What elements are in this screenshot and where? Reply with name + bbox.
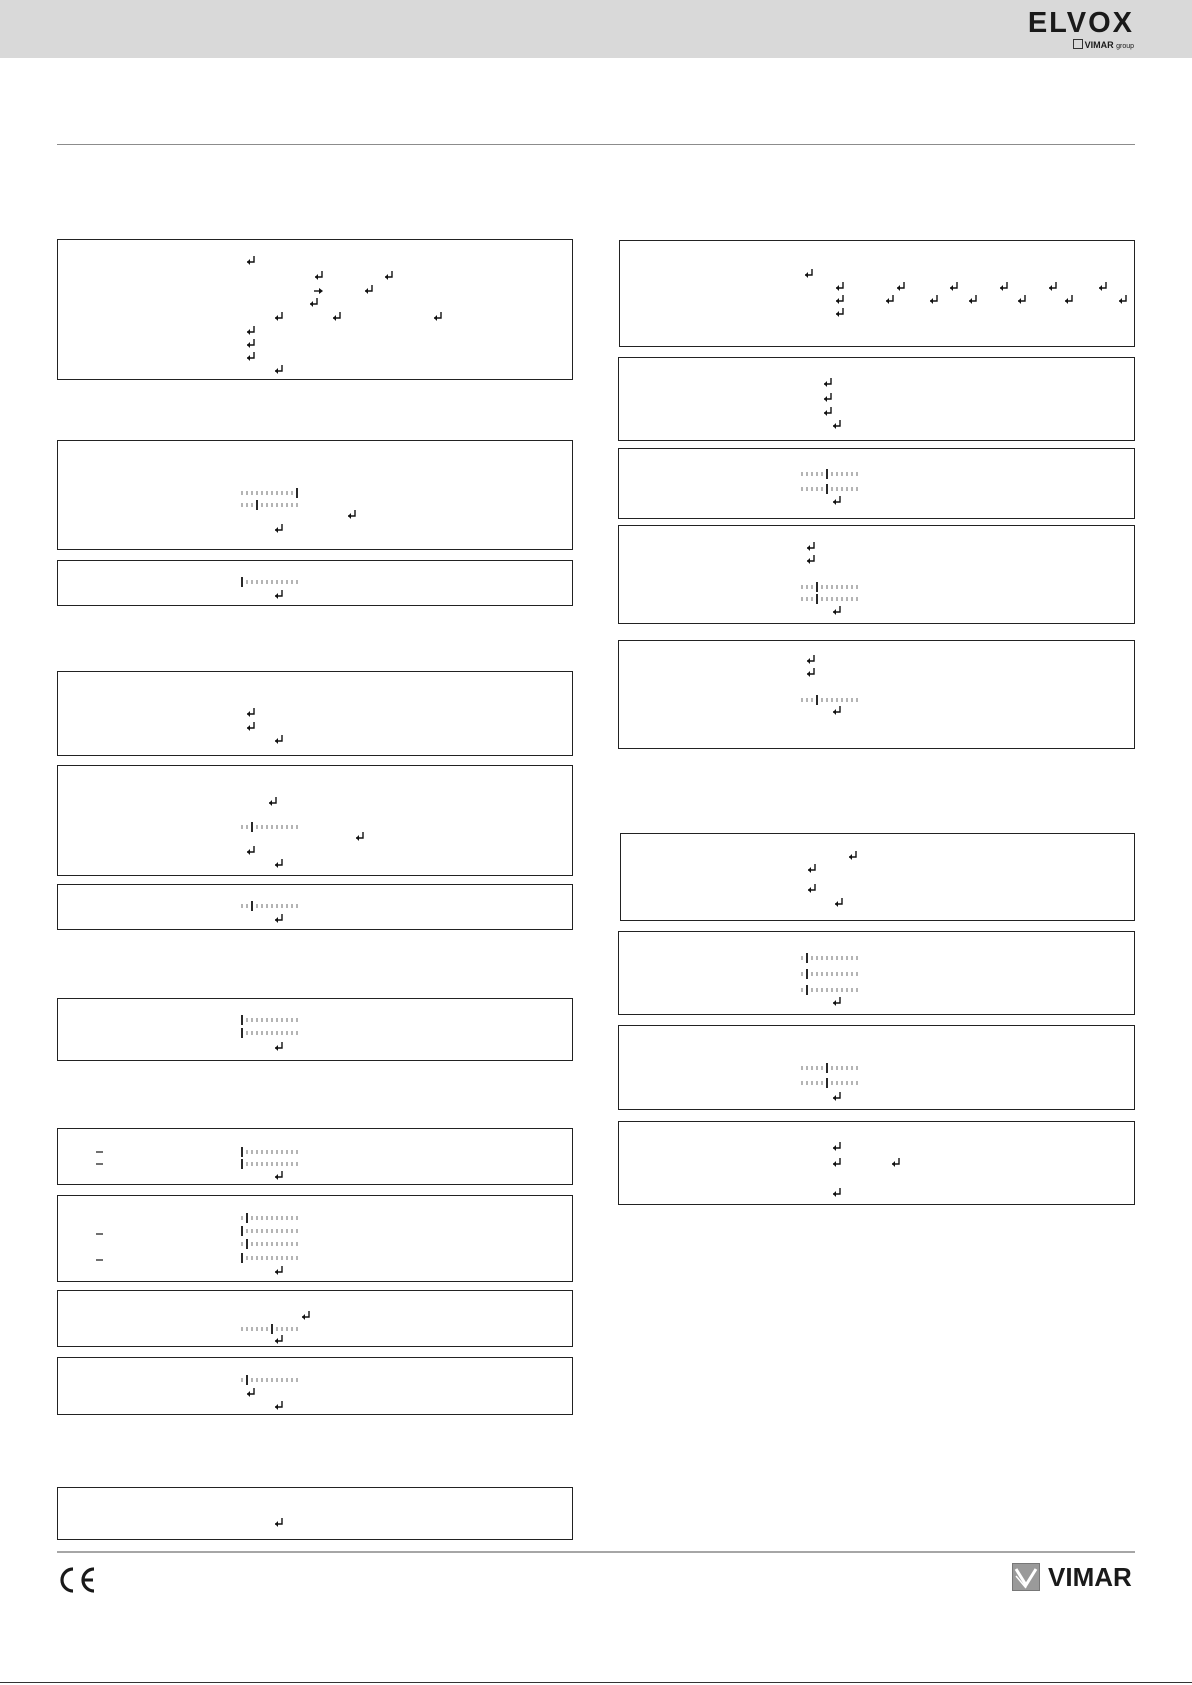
menu-panel-r9 — [618, 1121, 1135, 1205]
enter-key-icon — [1000, 282, 1007, 291]
menu-panel-l8 — [57, 1128, 573, 1185]
slider-scale-icon — [242, 901, 297, 911]
vimar-group-label — [1073, 39, 1134, 50]
enter-key-icon — [807, 655, 814, 664]
arrow-right-icon — [314, 288, 323, 294]
panel-icons — [58, 561, 574, 607]
enter-key-icon — [833, 606, 840, 615]
panel-icons — [621, 834, 1136, 922]
slider-scale-icon — [802, 594, 857, 604]
vimar-group-brand: VIMAR — [1084, 40, 1114, 50]
enter-key-icon — [247, 352, 254, 361]
enter-key-icon — [824, 393, 831, 402]
enter-key-icon — [275, 1335, 282, 1344]
enter-key-icon — [1049, 282, 1056, 291]
menu-panel-r8 — [618, 1025, 1135, 1110]
panel-icons — [619, 1122, 1136, 1206]
enter-key-icon — [849, 851, 856, 860]
menu-panel-l9 — [57, 1195, 573, 1282]
panel-icons — [58, 1291, 574, 1348]
slider-scale-icon — [242, 1226, 297, 1236]
enter-key-icon — [348, 510, 355, 519]
menu-panel-l6 — [57, 884, 573, 930]
enter-key-icon — [385, 271, 392, 280]
panel-icons — [58, 885, 574, 931]
panel-icons — [619, 641, 1136, 750]
enter-key-icon — [808, 884, 815, 893]
menu-panel-r6 — [620, 833, 1135, 921]
panel-icons — [58, 240, 574, 381]
enter-key-icon — [833, 706, 840, 715]
enter-key-icon — [1065, 295, 1072, 304]
enter-key-icon — [833, 496, 840, 505]
panel-icons — [58, 672, 574, 757]
slider-scale-icon — [242, 1375, 297, 1385]
enter-key-icon — [275, 735, 282, 744]
menu-panel-l11 — [57, 1357, 573, 1415]
top-divider — [57, 144, 1135, 145]
enter-key-icon — [1099, 282, 1106, 291]
page-bottom-rule — [0, 1682, 1192, 1683]
slider-scale-icon — [802, 582, 857, 592]
footer-divider — [57, 1551, 1135, 1553]
panel-icons — [58, 1358, 574, 1416]
slider-scale-icon — [802, 469, 857, 479]
enter-key-icon — [833, 1142, 840, 1151]
panel-icons — [58, 441, 574, 551]
enter-key-icon — [302, 1311, 309, 1320]
panel-icons — [619, 932, 1136, 1016]
enter-key-icon — [833, 420, 840, 429]
menu-panel-l3 — [57, 560, 573, 606]
slider-scale-icon — [802, 953, 857, 963]
elvox-logo — [1022, 8, 1134, 52]
panel-icons — [620, 241, 1136, 348]
enter-key-icon — [365, 285, 372, 294]
panel-icons — [58, 1196, 574, 1283]
enter-key-icon — [275, 1042, 282, 1051]
enter-key-icon — [275, 914, 282, 923]
ce-mark-icon — [57, 1566, 97, 1594]
enter-key-icon — [275, 590, 282, 599]
panel-icons — [58, 1129, 574, 1186]
enter-key-icon — [434, 312, 441, 321]
enter-key-icon — [247, 722, 254, 731]
menu-panel-l4 — [57, 671, 573, 756]
enter-key-icon — [315, 271, 322, 280]
enter-key-icon — [275, 1171, 282, 1180]
slider-scale-icon — [242, 500, 297, 510]
enter-key-icon — [1119, 295, 1126, 304]
enter-key-icon — [950, 282, 957, 291]
enter-key-icon — [836, 308, 843, 317]
enter-key-icon — [310, 298, 317, 307]
enter-key-icon — [969, 295, 976, 304]
slider-scale-icon — [242, 577, 297, 587]
menu-panel-r1 — [619, 240, 1135, 347]
menu-panel-r5 — [618, 640, 1135, 749]
panel-icons — [619, 1026, 1136, 1111]
slider-scale-icon — [802, 484, 857, 494]
enter-key-icon — [836, 282, 843, 291]
enter-key-icon — [833, 1158, 840, 1167]
menu-panel-l7 — [57, 998, 573, 1061]
enter-key-icon — [247, 326, 254, 335]
menu-panel-r7 — [618, 931, 1135, 1015]
enter-key-icon — [333, 312, 340, 321]
enter-key-icon — [275, 365, 282, 374]
slider-scale-icon — [242, 822, 297, 832]
slider-scale-icon — [242, 1147, 297, 1157]
slider-scale-icon — [802, 1063, 857, 1073]
panel-icons — [619, 449, 1136, 520]
panel-icons — [58, 1488, 574, 1541]
enter-key-icon — [807, 555, 814, 564]
elvox-wordmark: ELVOX — [1027, 7, 1134, 39]
menu-panel-l5 — [57, 765, 573, 876]
enter-key-icon — [808, 864, 815, 873]
enter-key-icon — [824, 378, 831, 387]
slider-scale-icon — [802, 695, 857, 705]
enter-key-icon — [833, 997, 840, 1006]
slider-scale-icon — [242, 1015, 297, 1025]
slider-scale-icon — [802, 1078, 857, 1088]
slider-scale-icon — [242, 1324, 297, 1334]
menu-panel-l10 — [57, 1290, 573, 1347]
header-band — [0, 0, 1192, 58]
slider-scale-icon — [242, 1253, 297, 1263]
menu-panel-r4 — [618, 525, 1135, 624]
enter-key-icon — [833, 1188, 840, 1197]
enter-key-icon — [247, 1388, 254, 1397]
slider-scale-icon — [242, 1213, 297, 1223]
slider-scale-icon — [242, 1028, 297, 1038]
menu-panel-r3 — [618, 448, 1135, 519]
vimar-group-suffix: group — [1116, 43, 1134, 50]
slider-scale-icon — [242, 1159, 297, 1169]
enter-key-icon — [833, 1092, 840, 1101]
enter-key-icon — [824, 407, 831, 416]
enter-key-icon — [1018, 295, 1025, 304]
enter-key-icon — [275, 1266, 282, 1275]
enter-key-icon — [886, 295, 893, 304]
panel-icons — [58, 766, 574, 877]
vimar-tile-icon — [1073, 39, 1083, 49]
enter-key-icon — [275, 312, 282, 321]
enter-key-icon — [275, 1401, 282, 1410]
panel-icons — [58, 999, 574, 1062]
enter-key-icon — [275, 1518, 282, 1527]
enter-key-icon — [247, 846, 254, 855]
menu-panel-r2 — [618, 357, 1135, 441]
vimar-tile-icon — [1012, 1563, 1040, 1591]
vimar-footer-logo — [1012, 1563, 1136, 1595]
panel-icons — [619, 526, 1136, 625]
enter-key-icon — [930, 295, 937, 304]
enter-key-icon — [275, 524, 282, 533]
enter-key-icon — [269, 797, 276, 806]
enter-key-icon — [835, 898, 842, 907]
panel-icons — [619, 358, 1136, 442]
enter-key-icon — [247, 256, 254, 265]
enter-key-icon — [897, 282, 904, 291]
enter-key-icon — [356, 832, 363, 841]
enter-key-icon — [807, 668, 814, 677]
slider-scale-icon — [242, 488, 297, 498]
enter-key-icon — [247, 708, 254, 717]
vimar-wordmark: VIMAR — [1048, 1562, 1132, 1592]
enter-key-icon — [247, 339, 254, 348]
menu-panel-l2 — [57, 440, 573, 550]
enter-key-icon — [836, 295, 843, 304]
enter-key-icon — [805, 269, 812, 278]
menu-panel-l1 — [57, 239, 573, 380]
enter-key-icon — [807, 542, 814, 551]
menu-panel-l12 — [57, 1487, 573, 1540]
enter-key-icon — [892, 1158, 899, 1167]
slider-scale-icon — [242, 1239, 297, 1249]
enter-key-icon — [275, 859, 282, 868]
slider-scale-icon — [802, 985, 857, 995]
slider-scale-icon — [802, 969, 857, 979]
